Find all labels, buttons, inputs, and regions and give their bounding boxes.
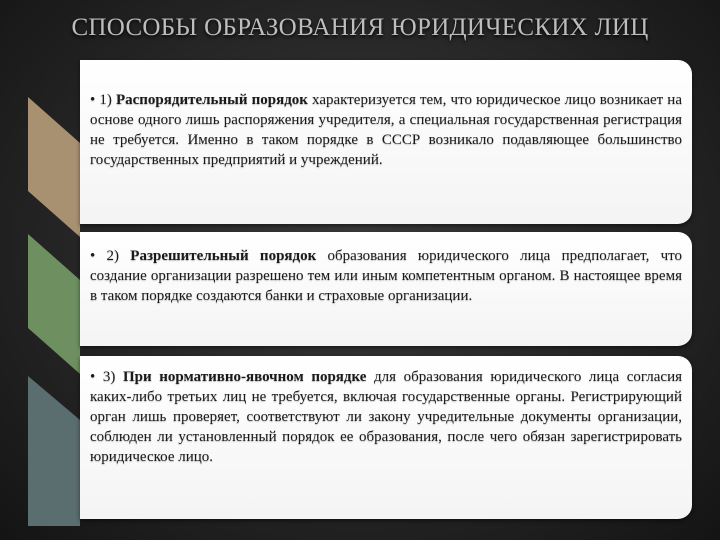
chevron-marker-1 <box>28 97 80 237</box>
method-text-1 <box>90 90 682 170</box>
chevron-marker-3 <box>28 376 80 526</box>
slide-title: СПОСОБЫ ОБРАЗОВАНИЯ ЮРИДИЧЕСКИХ ЛИЦ <box>71 14 649 41</box>
method-description-1: характеризуется тем, что юридическое лицо возникает на основе одного лишь распоряжения учредителя, а специальная государственная регистрация не требуется. Именно в таком порядке в СССР возникало подавляющее большинство государственных предприятий и учреждений. <box>90 92 682 168</box>
method-prefix-1: • 1) <box>90 92 116 108</box>
chevron-marker-2 <box>28 234 80 374</box>
chevron-shape-2 <box>28 234 80 374</box>
chevron-shape-1 <box>28 97 80 237</box>
method-term-2: Разрешительный порядок <box>130 248 317 264</box>
method-description-2: образования юридического лица предполагает, что создание организации разрешено тем или иным компетентным органом. В настоящее время в таком порядке создаются банки и страховые организации. <box>90 248 683 304</box>
method-card-1 <box>80 60 692 224</box>
method-text-2 <box>90 246 682 306</box>
method-card-3 <box>80 356 692 519</box>
method-term-1: Распорядительный порядок <box>115 92 308 108</box>
method-description-3: для образования юридического лица согласия каких-либо третьих лиц не требуется, включая государственные органы. Регистрирующий орган лишь проверяет, соответствуют ли закону учредительные документы организации, соблюден ли установленный порядок ее образования, после чего обязан зарегистрировать юридическое лицо. <box>90 369 683 465</box>
method-text-3 <box>90 367 682 467</box>
method-card-2 <box>80 232 692 346</box>
method-term-3: При нормативно-явочном порядке <box>122 369 367 385</box>
chevron-shape-3 <box>28 376 80 526</box>
method-prefix-2: • 2) <box>90 248 131 264</box>
method-prefix-3: • 3) <box>90 369 123 385</box>
